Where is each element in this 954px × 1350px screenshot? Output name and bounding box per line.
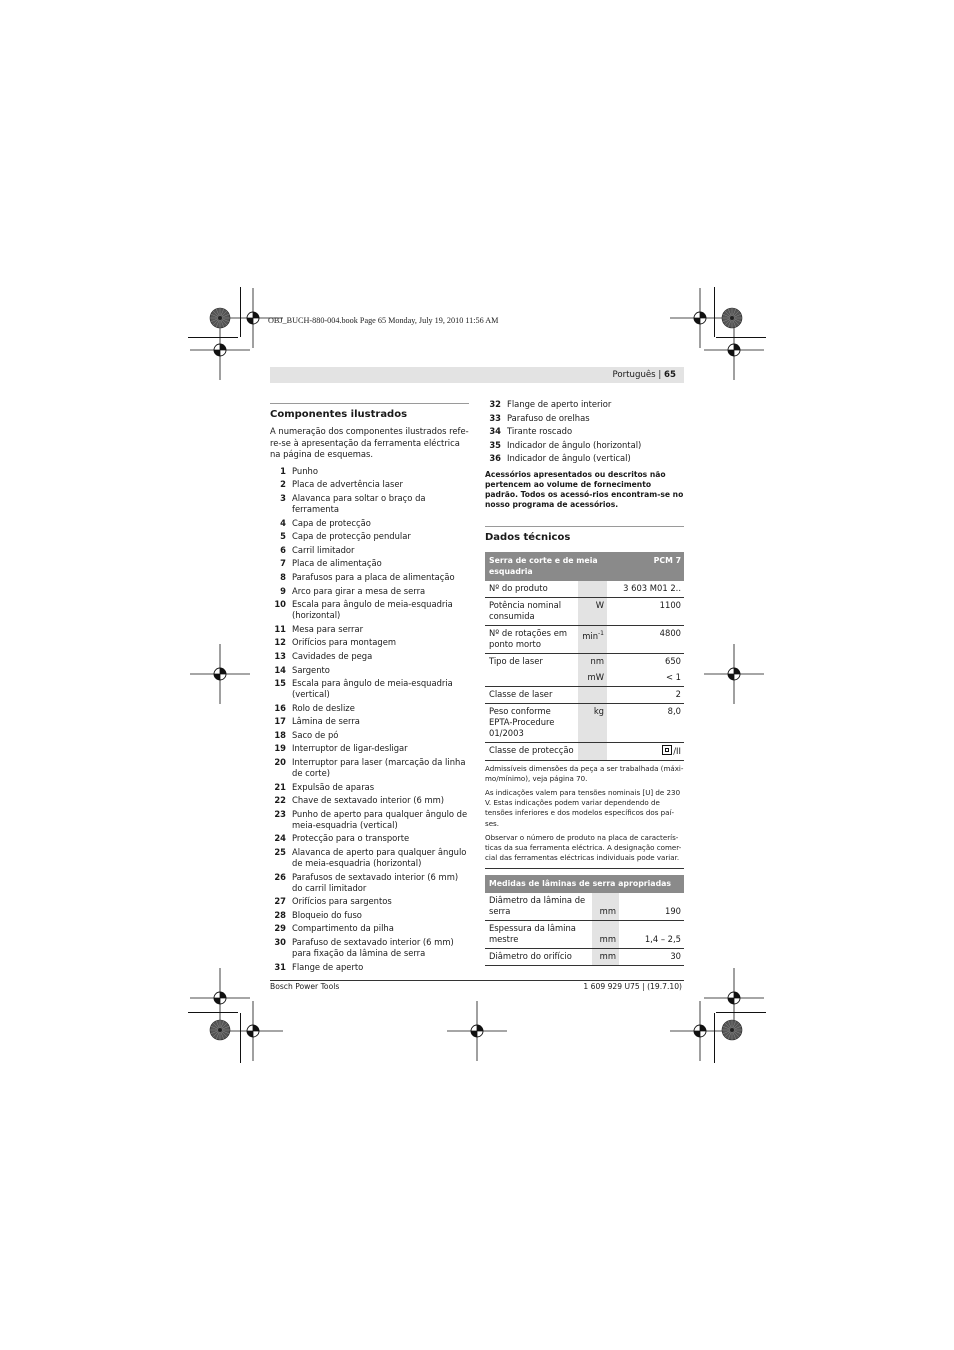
row-label: Espessura da lâmina mestre <box>485 921 592 949</box>
row-label: Classe de laser <box>485 686 578 703</box>
item-text: Orifícios para montagem <box>292 637 397 648</box>
row-value <box>607 625 684 653</box>
item-number: 2 <box>280 479 286 490</box>
item-number: 7 <box>280 558 286 569</box>
item-number: 31 <box>274 961 286 972</box>
blade-table <box>485 875 684 966</box>
list-item <box>270 716 469 727</box>
item-text: Orifícios para sargentos <box>292 896 392 907</box>
color-target-icon <box>721 1019 743 1041</box>
list-item <box>485 453 684 464</box>
list-item <box>270 847 469 869</box>
left-column <box>270 403 469 975</box>
item-text: Placa de alimentação <box>292 558 382 569</box>
color-target-icon <box>209 307 231 329</box>
double-insulation-icon <box>662 745 672 755</box>
item-number: 13 <box>274 650 286 661</box>
row-value <box>607 703 684 742</box>
row-unit <box>578 597 607 625</box>
list-item <box>270 599 469 621</box>
table-row <box>485 653 684 670</box>
item-text: Alavanca de aperto para qualquer ângulo de meia-esquadria (horizontal) <box>292 847 467 869</box>
print-info: OBJ_BUCH-880-004.book Page 65 Monday, July 19, 2010 11:56 AM <box>268 316 499 325</box>
item-number: 28 <box>274 909 286 920</box>
item-number: 4 <box>280 517 286 528</box>
unit-text: min <box>582 630 599 641</box>
color-target-icon <box>209 1019 231 1041</box>
item-number: 8 <box>280 571 286 582</box>
row-label: Diâmetro da lâmina de serra <box>485 893 592 921</box>
tech-table-header <box>485 552 684 581</box>
components-list-continued <box>485 399 684 464</box>
row-unit: mm <box>592 893 619 921</box>
header-separator: | <box>658 370 662 380</box>
list-item <box>270 466 469 477</box>
list-item <box>270 833 469 844</box>
row-unit <box>578 625 607 653</box>
item-number: 12 <box>274 637 286 648</box>
list-item <box>270 651 469 662</box>
item-text: Parafusos para a placa de alimentação <box>292 571 455 582</box>
list-item <box>270 872 469 894</box>
item-text: Alavanca para soltar o braço da ferramenta <box>292 492 426 514</box>
item-number: 24 <box>274 833 286 844</box>
crop-line <box>716 337 766 338</box>
crop-line <box>188 1012 238 1013</box>
list-item <box>270 743 469 754</box>
list-item <box>485 413 684 424</box>
footer-right: 1 609 929 U75 | (19.7.10) <box>583 982 682 991</box>
list-item <box>270 910 469 921</box>
item-number: 20 <box>274 757 286 768</box>
item-text: Flange de aperto interior <box>507 399 612 409</box>
crosshair-icon <box>190 320 250 380</box>
item-text: Carril limitador <box>292 544 355 555</box>
components-list <box>270 466 469 973</box>
list-item <box>270 493 469 515</box>
table-row <box>485 893 684 921</box>
list-item <box>270 531 469 542</box>
item-text: Punho <box>292 465 318 476</box>
crosshair-icon <box>223 1001 283 1061</box>
list-item <box>270 896 469 907</box>
row-label: Potência nominal consumida <box>485 597 578 625</box>
row-unit <box>578 581 607 598</box>
row-label: Nº de rotações em ponto morto <box>485 625 578 653</box>
item-text: Parafuso de sextavado interior (6 mm) para fixação da lâmina de serra <box>292 937 454 958</box>
tech-header-label: Serra de corte e de meia esquadria <box>485 552 607 581</box>
list-item <box>270 782 469 793</box>
crosshair-icon <box>447 1001 507 1061</box>
list-item <box>270 558 469 569</box>
item-number: 33 <box>489 412 501 423</box>
item-text: Lâmina de serra <box>292 716 360 727</box>
crosshair-icon <box>704 320 764 380</box>
item-number: 11 <box>274 623 286 634</box>
item-text: Escala para ângulo de meia-esquadria (horizontal) <box>292 599 453 621</box>
item-number: 23 <box>274 808 286 819</box>
color-target-icon <box>721 307 743 329</box>
row-value: 190 <box>619 893 684 921</box>
crop-line <box>716 1012 766 1013</box>
row-value <box>607 670 684 687</box>
row-label: Tipo de laser <box>489 655 543 666</box>
table-row <box>485 686 684 703</box>
row-label: Diâmetro do orifício <box>485 949 592 966</box>
item-text: Flange de aperto <box>292 961 364 972</box>
page-header-bar <box>270 367 684 383</box>
item-text: Rolo de deslize <box>292 702 355 713</box>
item-text: Interruptor para laser (marcação da linha de corte) <box>292 757 466 779</box>
item-text: Compartimento da pilha <box>292 923 394 934</box>
list-item <box>270 586 469 597</box>
item-number: 15 <box>274 678 286 689</box>
item-text: Parafusos de sextavado interior (6 mm) do carril limitador <box>292 871 459 893</box>
list-item <box>485 399 684 410</box>
item-number: 36 <box>489 453 501 464</box>
item-number: 5 <box>280 531 286 542</box>
crosshair-icon <box>704 644 764 704</box>
crop-line <box>240 287 241 337</box>
list-item <box>485 440 684 451</box>
item-text: Interruptor de ligar-desligar <box>292 743 408 754</box>
tech-note: Admissíveis dimensões da peça a ser trabalhada (máxi-mo/mínimo), veja página 70. <box>485 763 684 783</box>
row-unit <box>578 742 607 760</box>
table-row <box>485 949 684 966</box>
crosshair-icon <box>190 644 250 704</box>
item-number: 27 <box>274 896 286 907</box>
item-text: Tirante roscado <box>507 426 573 437</box>
section-title-components: Componentes ilustrados <box>270 403 469 420</box>
row-unit <box>578 686 607 703</box>
page-header <box>613 370 677 380</box>
crop-line <box>240 1013 241 1063</box>
row-unit <box>578 670 607 687</box>
item-text: Saco de pó <box>292 729 339 740</box>
row-unit: mm <box>592 949 619 966</box>
row-label <box>485 670 578 687</box>
item-number: 25 <box>274 847 286 858</box>
row-label: Nº do produto <box>485 581 578 598</box>
tech-notes <box>485 764 684 870</box>
item-number: 26 <box>274 871 286 882</box>
item-number: 32 <box>489 399 501 409</box>
header-language: Português <box>612 370 656 380</box>
item-text: Mesa para serrar <box>292 623 364 634</box>
item-number: 34 <box>489 426 501 437</box>
item-text: Parafuso de orelhas <box>507 412 590 423</box>
item-number: 17 <box>274 716 286 727</box>
item-text: Sargento <box>292 664 330 675</box>
list-item <box>270 923 469 934</box>
row-value <box>607 597 684 625</box>
list-item <box>270 665 469 676</box>
item-text: Protecção para o transporte <box>292 833 410 844</box>
item-number: 10 <box>274 599 286 610</box>
row-value: 30 <box>619 949 684 966</box>
item-number: 21 <box>274 781 286 792</box>
accessories-note: Acessórios apresentados ou descritos não pertencem ao volume de fornecimento padrão. Todos os acessó-rios encontram-se no nosso programa de acessórios. <box>485 470 684 509</box>
page-number: 65 <box>664 370 676 380</box>
row-label: Peso conforme EPTA-Procedure 01/2003 <box>485 703 578 742</box>
value-text: 4800 <box>659 627 681 638</box>
table-row <box>485 742 684 760</box>
item-text: Expulsão de aparas <box>292 781 375 792</box>
tech-header-model: PCM 7 <box>607 552 684 581</box>
item-text: Capa de protecção pendular <box>292 531 411 542</box>
list-item <box>270 757 469 779</box>
value-text: 8,0 <box>667 705 681 716</box>
item-text: Escala para ângulo de meia-esquadria (vertical) <box>292 678 453 700</box>
item-text: Placa de advertência laser <box>292 479 403 490</box>
item-text: Bloqueio do fuso <box>292 909 362 920</box>
list-item <box>270 624 469 635</box>
tech-note: As indicações valem para tensões nominais [U] de 230 V. Estas indicações podem variar dependendo de tensões inferiores e dos modelos específicos dos paí-ses. <box>485 787 681 828</box>
row-value <box>607 653 684 670</box>
footer-rule <box>270 980 684 981</box>
unit-text: kg <box>593 705 604 716</box>
blade-table-header <box>485 875 684 893</box>
item-number: 3 <box>280 492 286 503</box>
crop-line <box>188 337 238 338</box>
value-text: /II <box>673 745 681 756</box>
row-value <box>607 686 684 703</box>
unit-text: mW <box>587 671 604 682</box>
item-number: 35 <box>489 439 501 450</box>
table-row <box>485 670 684 687</box>
tech-note: Observar o número de produto na placa de caracterís-ticas da sua ferramenta eléctrica. A designação comer-cial das ferramentas eléctricas individuais pode variar. <box>485 832 682 863</box>
list-item <box>270 937 469 959</box>
components-intro: A numeração dos componentes ilustrados refe-re-se à apresentação da ferramenta eléctrica na página de esquemas. <box>270 426 469 460</box>
list-item <box>270 678 469 700</box>
row-unit <box>578 703 607 742</box>
list-item <box>485 426 684 437</box>
row-value <box>607 742 684 760</box>
section-title-tech: Dados técnicos <box>485 526 684 543</box>
tech-data-table <box>485 552 684 761</box>
value-text: 1100 <box>659 599 681 610</box>
row-unit: mm <box>592 921 619 949</box>
footer-left: Bosch Power Tools <box>270 982 340 991</box>
item-number: 16 <box>274 702 286 713</box>
unit-superscript: -1 <box>598 629 604 637</box>
item-number: 6 <box>280 544 286 555</box>
list-item <box>270 703 469 714</box>
item-text: Arco para girar a mesa de serra <box>292 585 426 596</box>
table-row <box>485 703 684 742</box>
list-item <box>270 545 469 556</box>
item-text: Punho de aperto para qualquer ângulo de meia-esquadria (vertical) <box>292 808 468 830</box>
item-number: 18 <box>274 729 286 740</box>
item-number: 29 <box>274 923 286 934</box>
item-number: 1 <box>280 465 286 476</box>
value-text: 2 <box>675 688 681 699</box>
table-row <box>485 625 684 653</box>
value-text: 3 603 M01 2.. <box>623 582 681 593</box>
list-item <box>270 479 469 490</box>
right-column <box>485 399 684 966</box>
unit-text: nm <box>590 655 604 666</box>
item-text: Indicador de ângulo (horizontal) <box>507 439 642 450</box>
crop-line <box>714 1013 715 1063</box>
value-text: 650 <box>665 655 681 666</box>
row-value: 1,4 – 2,5 <box>619 921 684 949</box>
value-text: < 1 <box>665 671 681 682</box>
list-item <box>270 795 469 806</box>
item-text: Chave de sextavado interior (6 mm) <box>292 795 445 806</box>
table-row <box>485 581 684 598</box>
list-item <box>270 637 469 648</box>
list-item <box>270 730 469 741</box>
table-row <box>485 597 684 625</box>
list-item <box>270 572 469 583</box>
item-text: Capa de protecção <box>292 517 371 528</box>
table-row <box>485 921 684 949</box>
item-number: 9 <box>280 585 286 596</box>
row-label: Classe de protecção <box>485 742 578 760</box>
list-item <box>270 962 469 973</box>
list-item <box>270 518 469 529</box>
item-number: 22 <box>274 795 286 806</box>
item-number: 19 <box>274 743 286 754</box>
item-text: Cavidades de pega <box>292 650 373 661</box>
list-item <box>270 809 469 831</box>
row-unit <box>578 653 607 670</box>
crop-line <box>714 287 715 337</box>
row-value <box>607 581 684 598</box>
item-text: Indicador de ângulo (vertical) <box>507 453 631 464</box>
unit-text: W <box>595 599 604 610</box>
item-number: 30 <box>274 937 286 947</box>
item-number: 14 <box>274 664 286 675</box>
blade-header: Medidas de lâminas de serra apropriadas <box>485 875 684 893</box>
